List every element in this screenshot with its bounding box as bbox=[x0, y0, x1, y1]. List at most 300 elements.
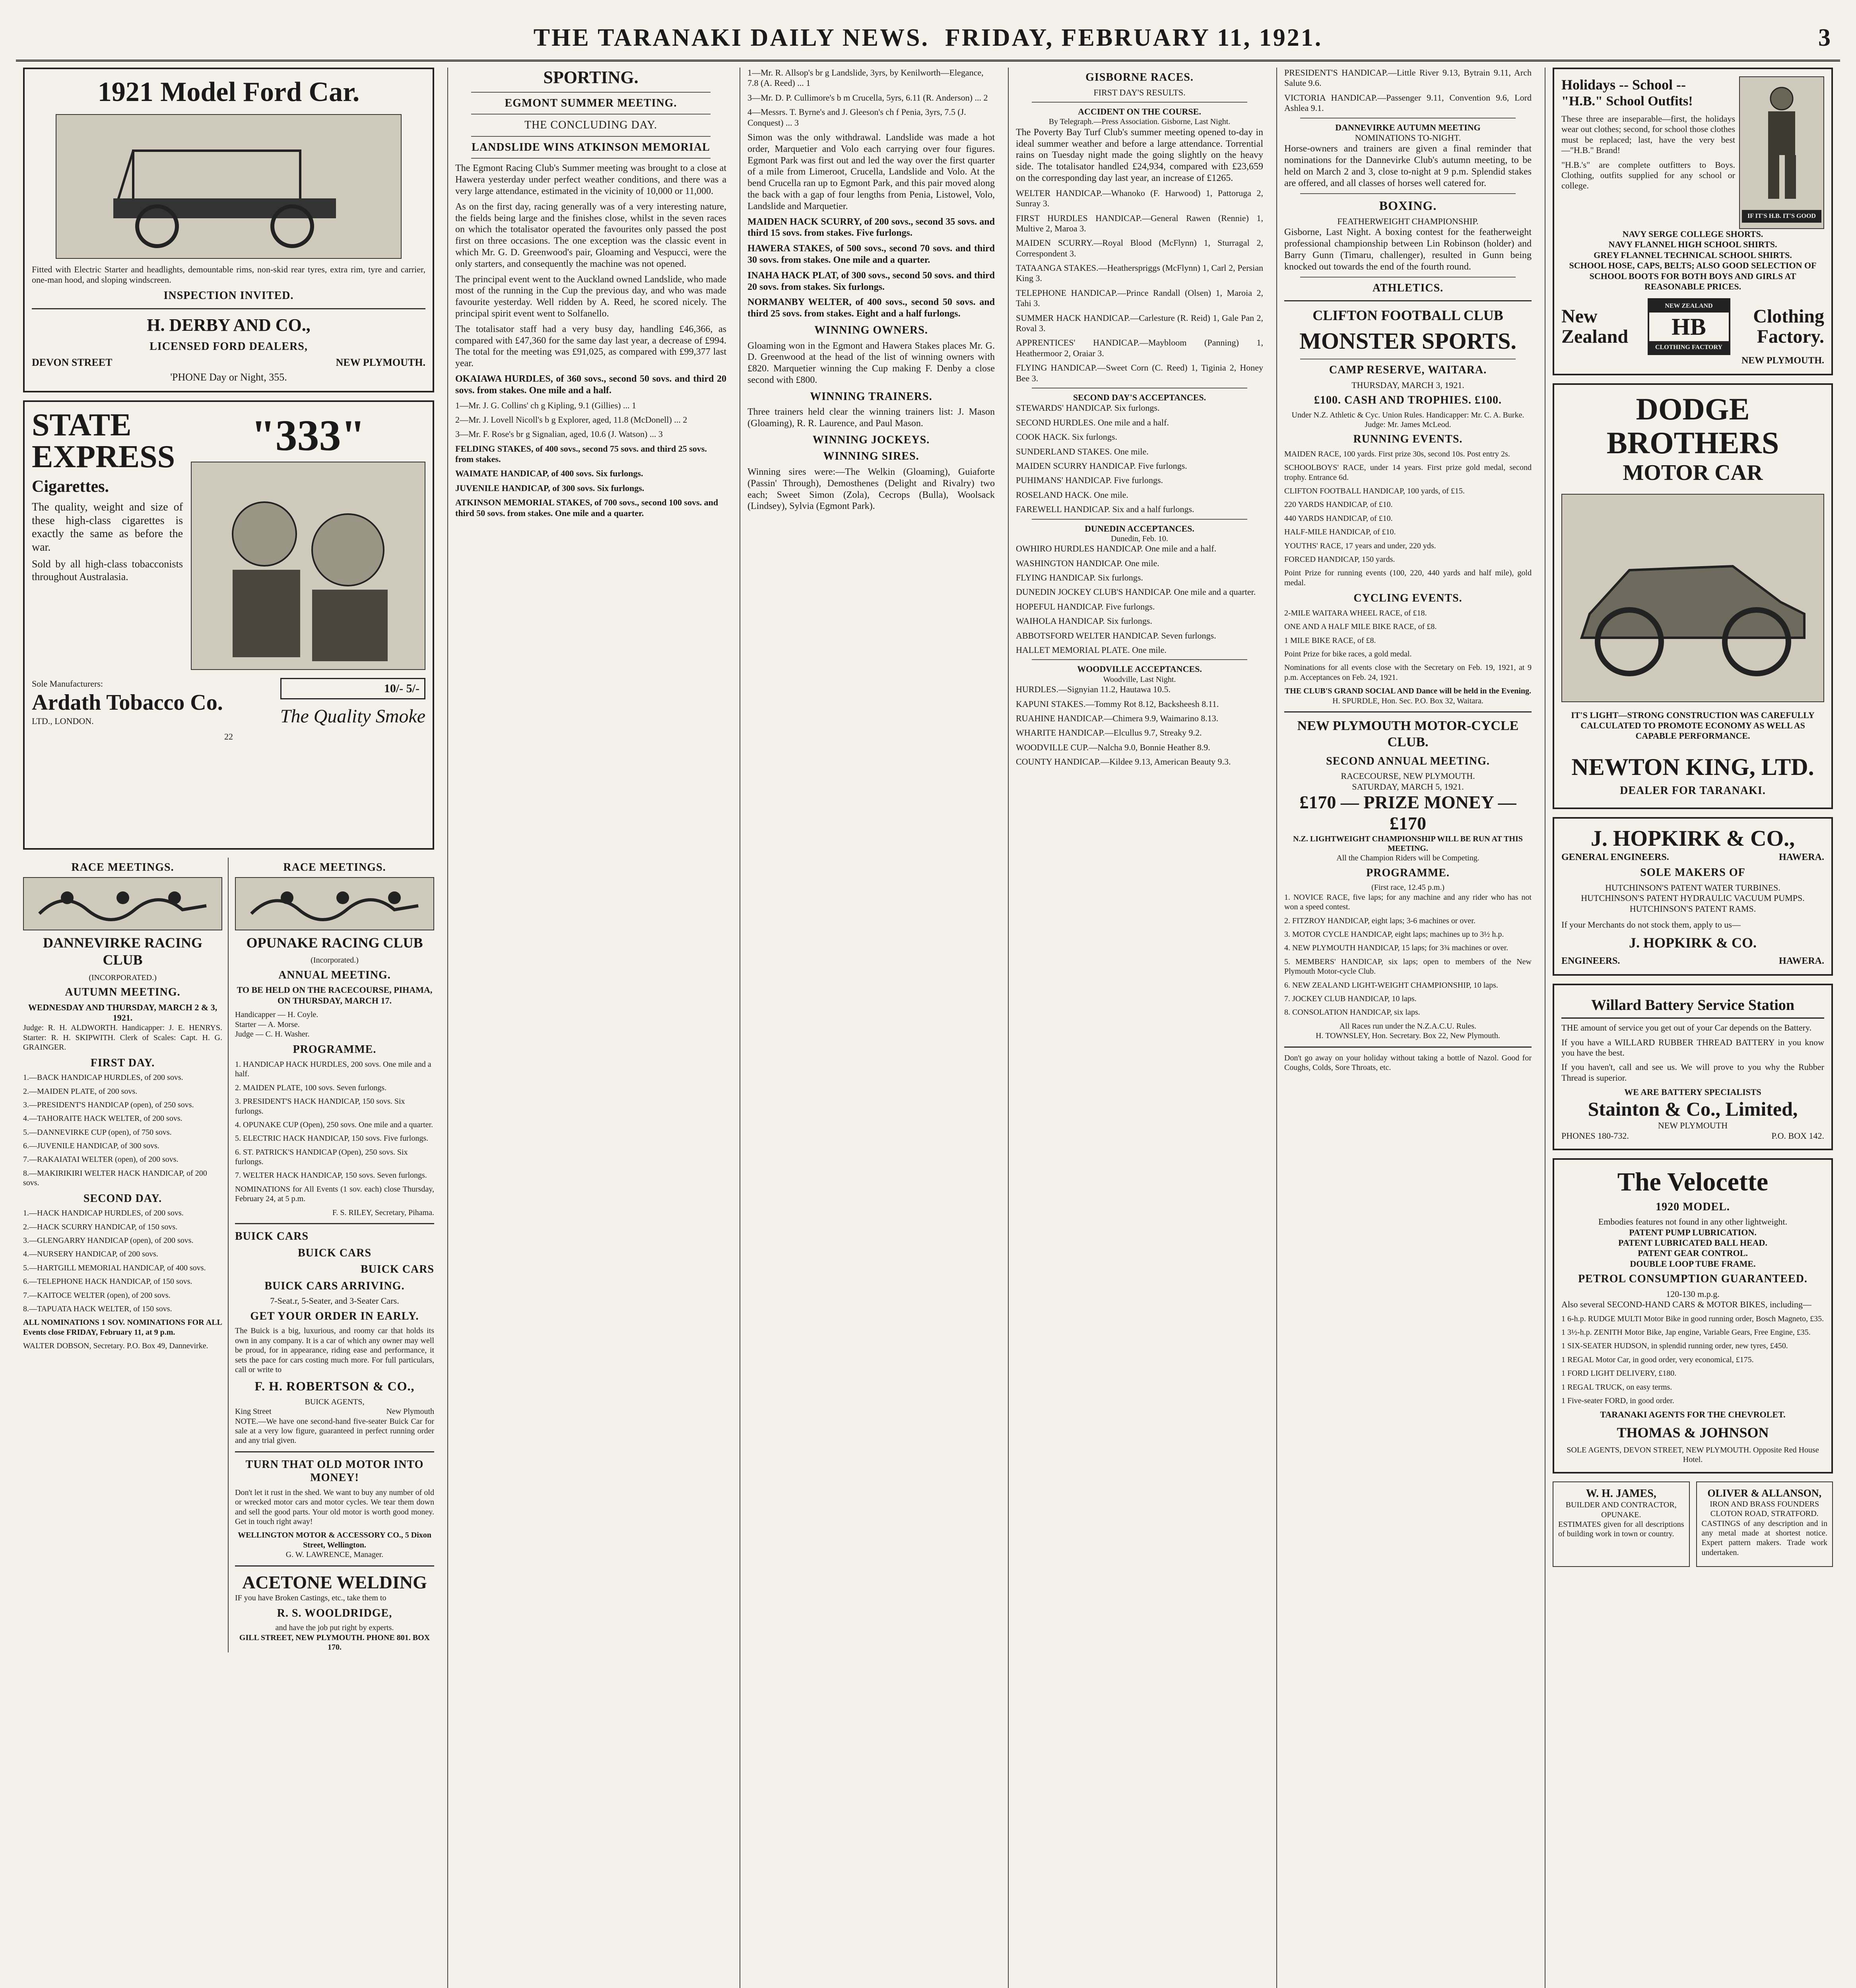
col3-head: WINNING OWNERS. bbox=[814, 324, 928, 336]
ford-ad bbox=[23, 68, 434, 392]
velocette-feature: PATENT GEAR CONTROL. bbox=[1638, 1248, 1748, 1258]
dannevirke-dates: WEDNESDAY AND THURSDAY, MARCH 2 & 3, 1921. bbox=[28, 1002, 217, 1023]
lightweight-champ: N.Z. LIGHTWEIGHT CHAMPIONSHIP WILL BE RUN AT THIS MEETING. bbox=[1293, 834, 1523, 853]
velocette-firm-sub: SOLE AGENTS, DEVON STREET, NEW PLYMOUTH. Opposite Red House Hotel. bbox=[1567, 1445, 1819, 1464]
divider bbox=[471, 136, 711, 137]
race-event: 7. WELTER HACK HANDICAP, 150 sovs. Seven furlongs. bbox=[235, 1171, 427, 1180]
race-event: 5.—HARTGILL MEMORIAL HANDICAP, of 400 sovs. bbox=[23, 1263, 206, 1272]
acceptance-head: WAIHOLA HANDICAP. Six furlongs. bbox=[1016, 616, 1152, 626]
col3-para: Simon was the only withdrawal. Landslide was made a hot order, Marquetier and Volo each carrying over four figures. Egmont Park was first out and led the way over the first quarter of a mile from Limeroot, Crucella, Landslide and Volo. At the bend Crucella ran up to Egmont Park, and this pair moved along the back with a gap of four lengths from Penia, Listowel, Volo, Landslide and Marquetier. bbox=[747, 132, 995, 212]
hopkirk-right: HAWERA. bbox=[1778, 852, 1824, 862]
result-line: 1—Mr. J. G. Collins' ch g Kipling, 9.1 (Gillies) ... 1 bbox=[455, 400, 636, 410]
divider bbox=[1284, 1046, 1532, 1048]
race-event: 3. PRESIDENT'S HACK HANDICAP, 150 sovs. Six furlongs. bbox=[235, 1097, 405, 1116]
result-line: 2—Mr. J. Lovell Nicoll's b g Explorer, aged, 11.8 (McDonell) ... 2 bbox=[455, 414, 687, 425]
state-express-maker: Ardath Tobacco Co. bbox=[32, 690, 223, 715]
horse-racing-icon bbox=[31, 882, 214, 926]
motor-money-ad bbox=[235, 1458, 434, 1560]
acceptances-list bbox=[1016, 403, 1263, 514]
velocette-model: 1920 MODEL. bbox=[1656, 1200, 1730, 1213]
oliver-place: CLOTON ROAD, STRATFORD. bbox=[1710, 1509, 1819, 1518]
first-race-time: (First race, 12.45 p.m.) bbox=[1371, 883, 1444, 892]
smokers-illustration bbox=[191, 462, 425, 670]
hopkirk-item: HUTCHINSON'S PATENT WATER TURBINES. bbox=[1605, 883, 1780, 893]
woodville-line: Woodville, Last Night. bbox=[1103, 675, 1176, 684]
race-event: 6.—JUVENILE HANDICAP, of 300 sovs. bbox=[23, 1142, 159, 1151]
sporting-para: The principal event went to the Auckland owned Landslide, who made most of the running in the Cup the previous day, and who was made favourite yesterday. Well ridden by A. Reed, he scored nicely. The principal spirit event went to Solfanello. bbox=[455, 274, 726, 319]
cycling-event: 1 MILE BIKE RACE, of £8. bbox=[1284, 636, 1376, 645]
featherweight-heading: FEATHERWEIGHT CHAMPIONSHIP. bbox=[1337, 216, 1479, 226]
hb-title2: "H.B." School Outfits! bbox=[1561, 94, 1693, 109]
hopkirk-item: HUTCHINSON'S PATENT RAMS. bbox=[1629, 903, 1756, 914]
col3-head: NORMANBY WELTER, of 400 sovs., second 50 sovs. and third 25 sovs. from stakes. Eight and a half furlongs. bbox=[747, 297, 995, 319]
sporting-para: As on the first day, racing generally was of a very interesting nature, the fields being large and the finishes close, whilst in the seven races on which the totalisator operated the favourites only passed the post first on three occasions. The one exception was the classic event in which Mr. G. D. Greenwood's pair, Gloaming and Vespucci, were the only starters, and consequently the machine was not opened. bbox=[455, 201, 726, 269]
sporting-sub2: THE CONCLUDING DAY. bbox=[524, 119, 657, 132]
hb-items bbox=[1561, 229, 1824, 292]
horse-racing-icon bbox=[243, 882, 426, 926]
smoker-portrait-icon bbox=[217, 470, 400, 661]
state-express-maker-block bbox=[32, 679, 223, 726]
motorcycle-venue: RACECOURSE, NEW PLYMOUTH. bbox=[1341, 771, 1475, 781]
cycling-events bbox=[1284, 608, 1532, 659]
used-vehicle: 1 3½-h.p. ZENITH Motor Bike, Jap engine, Variable Gears, Free Engine, £35. bbox=[1561, 1328, 1811, 1337]
hopkirk-left: GENERAL ENGINEERS. bbox=[1561, 852, 1669, 862]
opunake-judge: Judge — C. H. Washer. bbox=[235, 1029, 310, 1039]
acceptance-head: WOODVILLE CUP.—Nalcha 9.0, Bonnie Heather 8.9. bbox=[1016, 742, 1210, 752]
ford-title: 1921 Model Ford Car. bbox=[97, 77, 360, 107]
used-vehicle: 1 REGAL TRUCK, on easy terms. bbox=[1561, 1382, 1672, 1392]
athletic-event: FORCED HANDICAP, 150 yards. bbox=[1284, 555, 1395, 564]
ford-address bbox=[32, 356, 425, 369]
car-icon bbox=[1566, 511, 1820, 685]
column-4 bbox=[1008, 68, 1270, 1988]
willard-contacts bbox=[1561, 1131, 1824, 1141]
used-vehicle: 1 SIX-SEATER HUDSON, in splendid running order, new tyres, £450. bbox=[1561, 1342, 1788, 1351]
athletic-event: MAIDEN RACE, 100 yards. First prize 30s, second 10s. Post entry 2s. bbox=[1284, 449, 1510, 458]
nominations-body: Horse-owners and trainers are given a final reminder that nominations for the Dannevirke Club's autumn meeting, to be held on March 2 and 3, close to-night at 9 p.m. Splendid stakes are offered, and all classes of horses well catered for. bbox=[1284, 144, 1532, 188]
divider bbox=[1300, 277, 1516, 278]
col3-para: Gloaming won in the Egmont and Hawera Stakes places Mr. G. D. Greenwood at the head of the list of winning owners with £820. Marquetier winning the Cup making F. Denby a close second with £800. bbox=[747, 340, 995, 385]
col3-head: WINNING SIRES. bbox=[823, 450, 919, 463]
divider bbox=[1032, 102, 1247, 103]
hb-logo-top: NEW ZEALAND bbox=[1649, 300, 1729, 312]
hb-place: NEW PLYMOUTH. bbox=[1741, 355, 1824, 366]
dodge-dealer-sub: DEALER FOR TARANAKI. bbox=[1620, 784, 1766, 797]
clifton-date: THURSDAY, MARCH 3, 1921. bbox=[1351, 380, 1464, 390]
result-line: 3—Mr. D. P. Cullimore's b m Crucella, 5yrs, 6.11 (R. Anderson) ... 2 bbox=[747, 92, 988, 103]
acceptance-head: STEWARDS' HANDICAP. Six furlongs. bbox=[1016, 403, 1160, 413]
acceptance-head: HURDLES.—Signyian 11.2, Hautawa 10.5. bbox=[1016, 684, 1171, 695]
buick-ad bbox=[235, 1230, 434, 1446]
athletic-event: 220 YARDS HANDICAP, of £10. bbox=[1284, 500, 1393, 509]
gisborne-event: TELEPHONE HANDICAP.—Prince Randall (Olsen) 1, Maroia 2, Tahi 3. bbox=[1016, 287, 1263, 309]
column-5 bbox=[1276, 68, 1539, 1988]
velocette-desc: Embodies features not found in any other lightweight. bbox=[1598, 1217, 1788, 1227]
col3-head: WINNING JOCKEYS. bbox=[812, 433, 930, 446]
race-event: 6. ST. PATRICK'S HANDICAP (Open), 250 sovs. Six furlongs. bbox=[235, 1147, 408, 1167]
buick-line-1: BUICK CARS bbox=[235, 1230, 309, 1243]
opunake-officials bbox=[235, 1010, 434, 1039]
hb-item: NAVY SERGE COLLEGE SHORTS. bbox=[1622, 229, 1763, 239]
gisborne-event: FIRST HURDLES HANDICAP.—General Rawen (Rennie) 1, Multive 2, Maroa 3. bbox=[1016, 213, 1263, 233]
acetone-name: R. S. WOOLDRIDGE, bbox=[277, 1607, 392, 1619]
club-social: THE CLUB'S GRAND SOCIAL AND Dance will be held in the Evening. bbox=[1284, 687, 1532, 696]
hopkirk-sig: J. HOPKIRK & CO. bbox=[1629, 934, 1757, 951]
sporting-results-head: OKAIAWA HURDLES, of 360 sovs., second 50 sovs. and third 20 sovs. from stakes. One mile and a half. bbox=[455, 373, 726, 396]
dannevirke-meeting: AUTUMN MEETING. bbox=[65, 986, 181, 998]
race-event: 7.—KAITOCE WELTER (open), of 200 sovs. bbox=[23, 1291, 171, 1300]
race-event: 2.—HACK SCURRY HANDICAP, of 150 sovs. bbox=[23, 1222, 178, 1231]
velocette-mpg: 120-130 m.p.g. bbox=[1666, 1289, 1720, 1299]
race-meetings-heading-left: RACE MEETINGS. bbox=[71, 861, 174, 874]
motor-money-title: TURN THAT OLD MOTOR INTO MONEY! bbox=[245, 1458, 424, 1484]
buick-agent: F. H. ROBERTSON & CO., bbox=[254, 1379, 415, 1394]
hb-copy bbox=[1561, 76, 1735, 229]
hb-top bbox=[1561, 76, 1824, 229]
ford-address-street: DEVON STREET bbox=[32, 357, 113, 369]
motor-money-body: Don't let it rust in the shed. We want to buy any number of old or wrecked motor cars and motor cycles. We tear them down and sell the good parts. Your old motor is worth good money. Get in touch right away! bbox=[235, 1488, 434, 1526]
opunake-held: TO BE HELD ON THE RACECOURSE, PIHAMA, ON THURSDAY, MARCH 17. bbox=[237, 985, 433, 1006]
state-express-makers-label: Sole Manufacturers: bbox=[32, 679, 103, 689]
ford-invite: INSPECTION INVITED. bbox=[163, 289, 294, 302]
divider bbox=[235, 1565, 434, 1567]
race-event: 3.—PRESIDENT'S HANDICAP (open), of 250 sovs. bbox=[23, 1100, 194, 1109]
motorcycle-event: 7. JOCKEY CLUB HANDICAP, 10 laps. bbox=[1284, 994, 1417, 1003]
motorcycle-club-ad bbox=[1284, 718, 1532, 1041]
dannevirke-day2-events bbox=[23, 1208, 222, 1314]
gisborne-events bbox=[1016, 188, 1263, 384]
race-event: 1.—HACK HANDICAP HURDLES, of 200 sovs. bbox=[23, 1209, 184, 1218]
race-event: 4. OPUNAKE CUP (Open), 250 sovs. One mile and a quarter. bbox=[235, 1120, 433, 1129]
col3-para: Three trainers held clear the winning trainers list: J. Mason (Gloaming), R. R. Laurence, and Paul Mason. bbox=[747, 407, 995, 429]
dannevirke-ad bbox=[23, 858, 229, 1652]
athletic-event: YOUTHS' RACE, 17 years and under, 220 yds. bbox=[1284, 541, 1436, 550]
buick-address-town: New Plymouth bbox=[386, 1407, 434, 1416]
schoolboy-icon bbox=[1750, 83, 1813, 210]
willard-body3: If you haven't, call and see us. We will prove to you why the Rubber Thread is superior. bbox=[1561, 1062, 1824, 1083]
acceptance-head: MAIDEN SCURRY HANDICAP. Five furlongs. bbox=[1016, 460, 1187, 471]
hopkirk-sig-line bbox=[1561, 955, 1824, 967]
opunake-club: OPUNAKE RACING CLUB bbox=[246, 935, 423, 951]
velocette-feature: PATENT PUMP LUBRICATION. bbox=[1629, 1227, 1757, 1237]
divider bbox=[471, 114, 711, 115]
james-role: BUILDER AND CONTRACTOR, bbox=[1565, 1501, 1677, 1510]
dannevirke-inc: (INCORPORATED.) bbox=[89, 973, 157, 982]
james-place: OPUNAKE. bbox=[1601, 1510, 1641, 1519]
clifton-rules: Under N.Z. Athletic & Cyc. Union Rules. Handicapper: Mr. C. A. Burke. Judge: Mr. James McLeod. bbox=[1291, 410, 1524, 429]
ford-dealer-sub: LICENSED FORD DEALERS, bbox=[149, 340, 308, 353]
boxing-heading: BOXING. bbox=[1379, 198, 1437, 213]
james-name: W. H. JAMES, bbox=[1586, 1487, 1656, 1500]
acetone-ad bbox=[235, 1572, 434, 1652]
sporting-heading: SPORTING. bbox=[543, 68, 639, 87]
cycling-events-heading: CYCLING EVENTS. bbox=[1353, 592, 1462, 605]
opunake-events bbox=[235, 1060, 434, 1180]
race-event: 5.—DANNEVIRKE CUP (open), of 750 sovs. bbox=[23, 1128, 172, 1137]
velocette-ad bbox=[1553, 1158, 1833, 1474]
dodge-sub: MOTOR CAR bbox=[1623, 460, 1763, 485]
motorcycle-event: 1. NOVICE RACE, five laps; for any machine and any rider who has not won a speed contest. bbox=[1284, 893, 1532, 912]
sporting-sub1: EGMONT SUMMER MEETING. bbox=[505, 97, 677, 109]
oliver-role: IRON AND BRASS FOUNDERS bbox=[1710, 1499, 1819, 1508]
buick-line-2: BUICK CARS bbox=[297, 1246, 372, 1259]
state-express-brand: STATE EXPRESS bbox=[32, 407, 175, 474]
gisborne-event: SUMMER HACK HANDICAP.—Carlesture (R. Reid) 1, Gale Pan 2, Roval 3. bbox=[1016, 313, 1263, 334]
column-2 bbox=[447, 68, 734, 1988]
state-express-product: Cigarettes. bbox=[32, 477, 109, 496]
willard-phones: PHONES 180-732. bbox=[1561, 1131, 1629, 1141]
willard-box: P.O. BOX 142. bbox=[1771, 1131, 1824, 1141]
gisborne-first-day: FIRST DAY'S RESULTS. bbox=[1093, 87, 1186, 97]
masthead bbox=[16, 16, 1840, 62]
running-events-heading: RUNNING EVENTS. bbox=[1353, 433, 1463, 446]
opunake-ad bbox=[235, 858, 434, 1652]
ford-dealer: H. DERBY AND CO., bbox=[147, 315, 311, 335]
race-event: 7.—RAKAIATAI WELTER (open), of 200 sovs. bbox=[23, 1155, 179, 1164]
hopkirk-line bbox=[1561, 852, 1824, 863]
woodville-heading: WOODVILLE ACCEPTANCES. bbox=[1077, 664, 1202, 674]
athletic-event: Point Prize for running events (100, 220, 440 yards and half mile), gold medal. bbox=[1284, 569, 1532, 587]
opunake-meeting: ANNUAL MEETING. bbox=[278, 969, 391, 981]
velocette-feature: DOUBLE LOOP TUBE FRAME. bbox=[1630, 1258, 1756, 1269]
hopkirk-ad bbox=[1553, 817, 1833, 975]
dannevirke-day1: FIRST DAY. bbox=[90, 1056, 155, 1069]
hb-logo-bottom: CLOTHING FACTORY bbox=[1649, 341, 1729, 353]
velocette-also: Also several SECOND-HAND CARS & MOTOR BIKES, including— bbox=[1561, 1299, 1812, 1310]
motorcycle-event: 4. NEW PLYMOUTH HANDICAP, 15 laps; for 3¾ machines or over. bbox=[1284, 944, 1508, 953]
state-express-art-area bbox=[183, 409, 425, 670]
race-event: 2. MAIDEN PLATE, 100 sovs. Seven furlongs. bbox=[235, 1083, 387, 1092]
motorcycle-event: 3. MOTOR CYCLE HANDICAP, eight laps; machines up to 3½ h.p. bbox=[1284, 930, 1504, 939]
gisborne-heading: GISBORNE RACES. bbox=[1085, 71, 1194, 83]
gisborne-event: WELTER HANDICAP.—Whanoko (F. Harwood) 1, Pattoruga 2, Sunray 3. bbox=[1016, 188, 1263, 209]
buick-note: NOTE.—We have one second-hand five-seater Buick Car for sale at a very low figure, guaranteed in perfect running order and any trial given. bbox=[235, 1417, 434, 1445]
hb-left: New Zealand bbox=[1561, 306, 1629, 347]
buick-agent-sub: BUICK AGENTS, bbox=[305, 1397, 365, 1406]
sporting-sub3: LANDSLIDE WINS ATKINSON MEMORIAL bbox=[472, 141, 710, 153]
buick-address-street: King Street bbox=[235, 1407, 272, 1416]
divider bbox=[235, 1451, 434, 1452]
hb-footer bbox=[1561, 298, 1824, 355]
champion-riders: All the Champion Riders will be Competing. bbox=[1336, 854, 1479, 863]
race-meetings-section bbox=[23, 858, 434, 1652]
motorcycle-event: 2. FITZROY HANDICAP, eight laps; 3-6 machines or over. bbox=[1284, 916, 1475, 925]
velocette-used-list bbox=[1561, 1314, 1824, 1406]
race-event: 5. ELECTRIC HACK HANDICAP, 150 sovs. Five furlongs. bbox=[235, 1134, 429, 1143]
hb-logo-mid: HB bbox=[1672, 313, 1706, 340]
acceptance-head: SUNDERLAND STAKES. One mile. bbox=[1016, 446, 1149, 456]
divider bbox=[1032, 659, 1247, 660]
used-vehicle: 1 REGAL Motor Car, in good order, very economical, £175. bbox=[1561, 1355, 1754, 1364]
motor-money-manager: G. W. LAWRENCE, Manager. bbox=[285, 1550, 384, 1559]
acceptance-head: PUHIMANS' HANDICAP. Five furlongs. bbox=[1016, 475, 1163, 485]
column-6 bbox=[1545, 68, 1840, 1988]
used-vehicle: 1 FORD LIGHT DELIVERY, £180. bbox=[1561, 1369, 1677, 1378]
motorcycle-secretary: H. TOWNSLEY, Hon. Secretary. Box 22, New Plymouth. bbox=[1316, 1031, 1500, 1041]
velocette-title: The Velocette bbox=[1617, 1167, 1769, 1196]
james-estimates: ESTIMATES given for all descriptions of building work in town or country. bbox=[1558, 1520, 1684, 1539]
ford-address-town: NEW PLYMOUTH. bbox=[336, 357, 425, 369]
race-event: 8.—TAPUATA HACK WELTER, of 150 sovs. bbox=[23, 1304, 172, 1313]
result-line: 1—Mr. R. Allsop's br g Landslide, 3yrs, by Kenilworth—Elegance, 7.8 (A. Reed) ... 1 bbox=[747, 68, 984, 88]
james-ad bbox=[1553, 1481, 1690, 1567]
buick-body: The Buick is a big, luxurious, and roomy car that holds its own in any company. It is a car of which any owner may well be proud, for in appearance, riding ease and performance, it sets the pace for cars costing much more. For full particulars, call or write to bbox=[235, 1326, 434, 1374]
dunedin-line: Dunedin, Feb. 10. bbox=[1111, 534, 1168, 543]
sporting-para: The totalisator staff had a very busy day, handling £46,366, as compared with £47,360 for the same day last year, a decrease of £994. The total for the meeting was £91,025, as compared with £99,377 last year. bbox=[455, 324, 726, 369]
willard-title: Willard Battery Service Station bbox=[1561, 996, 1824, 1019]
horses-illustration bbox=[23, 877, 222, 930]
result-line: PRESIDENT'S HANDICAP.—Little River 9.13, Bytrain 9.11, Arch Salute 9.6. bbox=[1284, 68, 1532, 88]
hb-outfits-ad bbox=[1553, 68, 1833, 375]
gisborne-byline: By Telegraph.—Press Association. Gisborne, Last Night. bbox=[1048, 117, 1231, 126]
used-vehicle: 1 Five-seater FORD, in good order. bbox=[1561, 1396, 1674, 1405]
state-express-ad bbox=[23, 400, 434, 850]
dodge-car-illustration bbox=[1561, 494, 1824, 702]
schoolboy-illustration bbox=[1739, 76, 1824, 229]
clifton-sports-ad bbox=[1284, 307, 1532, 706]
result-line: FELDING STAKES, of 400 sovs., second 75 sovs. and third 25 sovs. from stakes. bbox=[455, 443, 707, 464]
dodge-copy: IT'S LIGHT—STRONG CONSTRUCTION WAS CAREFULLY CALCULATED TO PROMOTE ECONOMY AS WELL AS CAPABLE PERFORMANCE. bbox=[1571, 710, 1815, 741]
race-event: 4.—NURSERY HANDICAP, of 200 sovs. bbox=[23, 1250, 158, 1259]
state-express-price: 10/- 5/- bbox=[280, 678, 425, 699]
hopkirk-sig-right: HAWERA. bbox=[1778, 955, 1824, 966]
opunake-inc: (Incorporated.) bbox=[311, 956, 359, 965]
clifton-cash: £100. CASH AND TROPHIES. £100. bbox=[1314, 394, 1502, 406]
cycling-event: 2-MILE WAITARA WHEEL RACE, of £18. bbox=[1284, 608, 1427, 617]
hb-logo bbox=[1648, 298, 1730, 355]
dodge-ad bbox=[1553, 383, 1833, 810]
velocette-firm: THOMAS & JOHNSON bbox=[1617, 1424, 1769, 1441]
result-line: ATKINSON MEMORIAL STAKES, of 700 sovs., second 100 sovs. and third 50 sovs. from stakes. One mile and a quarter. bbox=[455, 497, 718, 518]
acceptance-head: OWHIRO HURDLES HANDICAP. One mile and a half. bbox=[1016, 544, 1217, 554]
buick-arriving: BUICK CARS ARRIVING. bbox=[264, 1279, 405, 1292]
athletic-event: HALF-MILE HANDICAP, of £10. bbox=[1284, 528, 1396, 537]
motorcycle-club: NEW PLYMOUTH MOTOR-CYCLE CLUB. bbox=[1297, 718, 1519, 749]
acetone-body2: and have the job put right by experts. bbox=[275, 1623, 394, 1633]
sporting-results bbox=[455, 400, 726, 519]
hopkirk-item: HUTCHINSON'S PATENT HYDRAULIC VACUUM PUMPS. bbox=[1581, 893, 1805, 903]
acceptance-head: FLYING HANDICAP. Six furlongs. bbox=[1016, 573, 1143, 583]
column-3 bbox=[740, 68, 1002, 1988]
clifton-venue: CAMP RESERVE, WAITARA. bbox=[1329, 363, 1487, 376]
monster-sports: MONSTER SPORTS. bbox=[1299, 328, 1516, 354]
running-events bbox=[1284, 449, 1532, 588]
acetone-body: IF you have Broken Castings, etc., take them to bbox=[235, 1593, 386, 1602]
oliver-body: CASTINGS of any description and in any metal made at shortest notice. Expert pattern makers. Trade work undertaken. bbox=[1701, 1519, 1827, 1557]
athletics-heading: ATHLETICS. bbox=[1372, 282, 1444, 294]
divider bbox=[1284, 711, 1532, 712]
car-icon bbox=[101, 123, 356, 250]
hb-sign: IF IT'S H.B. IT'S GOOD bbox=[1742, 210, 1821, 222]
opunake-secretary: F. S. RILEY, Secretary, Pihama. bbox=[332, 1208, 434, 1217]
velocette-petrol: PETROL CONSUMPTION GUARANTEED. bbox=[1578, 1273, 1807, 1285]
cycling-event: ONE AND A HALF MILE BIKE RACE, of £8. bbox=[1284, 622, 1437, 631]
state-express-body: The quality, weight and size of these high-class cigarettes is exactly the same as before the war. bbox=[32, 501, 183, 553]
state-express-price-block bbox=[280, 678, 425, 728]
gisborne-event: MAIDEN SCURRY.—Royal Blood (McFlynn) 1, Sturragal 2, Correspondent 3. bbox=[1016, 238, 1263, 258]
motorcycle-event: 5. MEMBERS' HANDICAP, six laps; open to members of the New Plymouth Motor-cycle Club. bbox=[1284, 957, 1532, 976]
acetone-title: ACETONE WELDING bbox=[242, 1572, 427, 1592]
state-express-copy bbox=[32, 409, 183, 670]
dannevirke-day1-events bbox=[23, 1073, 222, 1188]
woodville-list bbox=[1016, 684, 1263, 767]
hopkirk-makers: SOLE MAKERS OF bbox=[1640, 866, 1745, 879]
col3-results bbox=[747, 68, 995, 128]
gisborne-event: APPRENTICES' HANDICAP.—Maybloom (Panning) 1, Heathermoor 2, Oraiar 3. bbox=[1016, 338, 1263, 358]
race-event: 3.—GLENGARRY HANDICAP (open), of 200 sovs. bbox=[23, 1236, 194, 1245]
opunake-noms: NOMINATIONS for All Events (1 sov. each) close Thursday, February 24, at 5 p.m. bbox=[235, 1184, 434, 1204]
race-event: 6.—TELEPHONE HACK HANDICAP, of 150 sovs. bbox=[23, 1277, 192, 1286]
result-line: JUVENILE HANDICAP, of 300 sovs. Six furlongs. bbox=[455, 483, 645, 493]
col3-para: Winning sires were:—The Welkin (Gloaming), Guiaforte (Passin' Through), Demosthenes (Delight and Rivalry) two each; Sweet Simon (Zola), Cecrops (Bulla), Woolsack (Lindsey), Sylvia (Egmont Park). bbox=[747, 467, 995, 512]
result-line: WAIMATE HANDICAP, of 400 sovs. Six furlongs. bbox=[455, 468, 643, 479]
hb-item: NAVY FLANNEL HIGH SCHOOL SHIRTS. bbox=[1608, 239, 1777, 250]
clifton-secretary: H. SPURDLE, Hon. Sec. P.O. Box 32, Waitara. bbox=[1332, 696, 1483, 705]
ford-description: Fitted with Electric Starter and headlights, demountable rims, non-skid rear tyres, extra rim, tyre and carrier, one-man hood, and sloping windscreen. bbox=[32, 264, 425, 285]
athletic-event: 440 YARDS HANDICAP, of £10. bbox=[1284, 514, 1393, 523]
willard-spec: WE ARE BATTERY SPECIALISTS bbox=[1624, 1087, 1761, 1097]
hb-right: Clothing Factory. bbox=[1753, 306, 1824, 347]
acceptance-head: COUNTY HANDICAP.—Kildee 9.13, American Beauty 9.3. bbox=[1016, 757, 1231, 767]
result-line: 3—Mr. F. Rose's br g Signalian, aged, 10.6 (J. Watson) ... 3 bbox=[455, 429, 663, 439]
dannevirke-footer: ALL NOMINATIONS 1 SOV. NOMINATIONS FOR ALL Events close FRIDAY, February 11, at 9 p.m. bbox=[23, 1318, 222, 1337]
dodge-dealer: NEWTON KING, LTD. bbox=[1571, 753, 1814, 780]
used-vehicle: 1 6-h.p. RUDGE MULTI Motor Bike in good running order, Bosch Magneto, £35. bbox=[1561, 1314, 1824, 1323]
willard-body2: If you have a WILLARD RUBBER THREAD BATTERY in you know you have the best. bbox=[1561, 1037, 1824, 1058]
oliver-ad bbox=[1696, 1481, 1833, 1567]
bottom-ads bbox=[1553, 1481, 1833, 1574]
acceptance-head: FAREWELL HANDICAP. Six and a half furlongs. bbox=[1016, 504, 1194, 514]
acceptance-head: SECOND HURDLES. One mile and a half. bbox=[1016, 417, 1169, 427]
ford-phone: 'PHONE Day or Night, 355. bbox=[170, 371, 287, 383]
acceptance-head: WHARITE HANDICAP.—Elcullus 9.7, Streaky 9.2. bbox=[1016, 728, 1202, 738]
gisborne-para: The Poverty Bay Turf Club's summer meeting opened to-day in ideal summer weather and before a large attendance. Torrential rains on Tuesday night made the going slightly on the heavy side. The totalisator handled £24,934, compared with £23,659 on the corresponding day last year, an increase of £1265. bbox=[1016, 127, 1263, 183]
acceptance-head: RUAHINE HANDICAP.—Chimera 9.9, Waimarino 8.13. bbox=[1016, 713, 1219, 723]
acceptance-head: WASHINGTON HANDICAP. One mile. bbox=[1016, 558, 1159, 568]
gisborne-event: FLYING HANDICAP.—Sweet Corn (C. Reed) 1, Tiginia 2, Honey Bee 3. bbox=[1016, 363, 1263, 383]
state-express-maker-sub: LTD., LONDON. bbox=[32, 716, 94, 726]
divider bbox=[471, 158, 711, 159]
willard-firm: Stainton & Co., Limited, bbox=[1588, 1097, 1798, 1120]
hb-body: These three are inseparable—first, the holidays wear out clothes; second, for school those clothes must be replaced; last, have the very best —"H.B." Brand! bbox=[1561, 113, 1735, 155]
divider bbox=[1284, 300, 1532, 301]
state-express-number: "333" bbox=[251, 411, 365, 460]
divider bbox=[471, 92, 711, 93]
hopkirk-sig-left: ENGINEERS. bbox=[1561, 955, 1620, 966]
race-event: 1. HANDICAP HACK HURDLES, 200 sovs. One mile and a half. bbox=[235, 1060, 431, 1079]
newspaper-title: THE TARANAKI DAILY NEWS. bbox=[533, 24, 929, 51]
col3-head: INAHA HACK PLAT, of 300 sovs., second 50 sovs. and third 20 sovs. from stakes. Six furlongs. bbox=[747, 270, 995, 292]
buick-order: GET YOUR ORDER IN EARLY. bbox=[250, 1310, 419, 1322]
column-1 bbox=[16, 68, 441, 1988]
motorcycle-rules: All Races run under the N.Z.A.C.U. Rules. bbox=[1339, 1021, 1477, 1031]
dannevirke-club: DANNEVIRKE RACING CLUB bbox=[43, 935, 203, 968]
state-express-sold: Sold by all high-class tobacconists throughout Australasia. bbox=[32, 558, 183, 582]
hb-item: SCHOOL HOSE, CAPS, BELTS; ALSO GOOD SELECTION OF SCHOOL BOOTS FOR BOTH BOYS AND GIRLS AT REASONABLE PRICES. bbox=[1569, 260, 1817, 291]
nazol-ad: Don't go away on your holiday without taking a bottle of Nazol. Good for Coughs, Colds, Sore Throats, etc. bbox=[1284, 1053, 1532, 1072]
acceptance-head: COOK HACK. Six furlongs. bbox=[1016, 432, 1117, 442]
motorcycle-prize: £170 — PRIZE MONEY — £170 bbox=[1299, 792, 1516, 833]
dannevirke-officials: Judge: R. H. ALDWORTH. Handicapper: J. E. HENRYS. Starter: R. H. SKIPWITH. Clerk of Scales: Capt. H. G. GRAINGER. bbox=[23, 1023, 222, 1052]
motor-money-firm: WELLINGTON MOTOR & ACCESSORY CO., 5 Dixon Street, Wellington. bbox=[238, 1531, 431, 1549]
nominations-tonight: NOMINATIONS TO-NIGHT. bbox=[1355, 132, 1461, 143]
motorcycle-annual: SECOND ANNUAL MEETING. bbox=[1326, 755, 1490, 767]
divider bbox=[32, 308, 425, 309]
opunake-programme: PROGRAMME. bbox=[293, 1043, 377, 1056]
state-express-code: 22 bbox=[224, 732, 233, 742]
buick-line-3: BUICK CARS bbox=[360, 1263, 434, 1276]
horses-illustration bbox=[235, 877, 434, 930]
